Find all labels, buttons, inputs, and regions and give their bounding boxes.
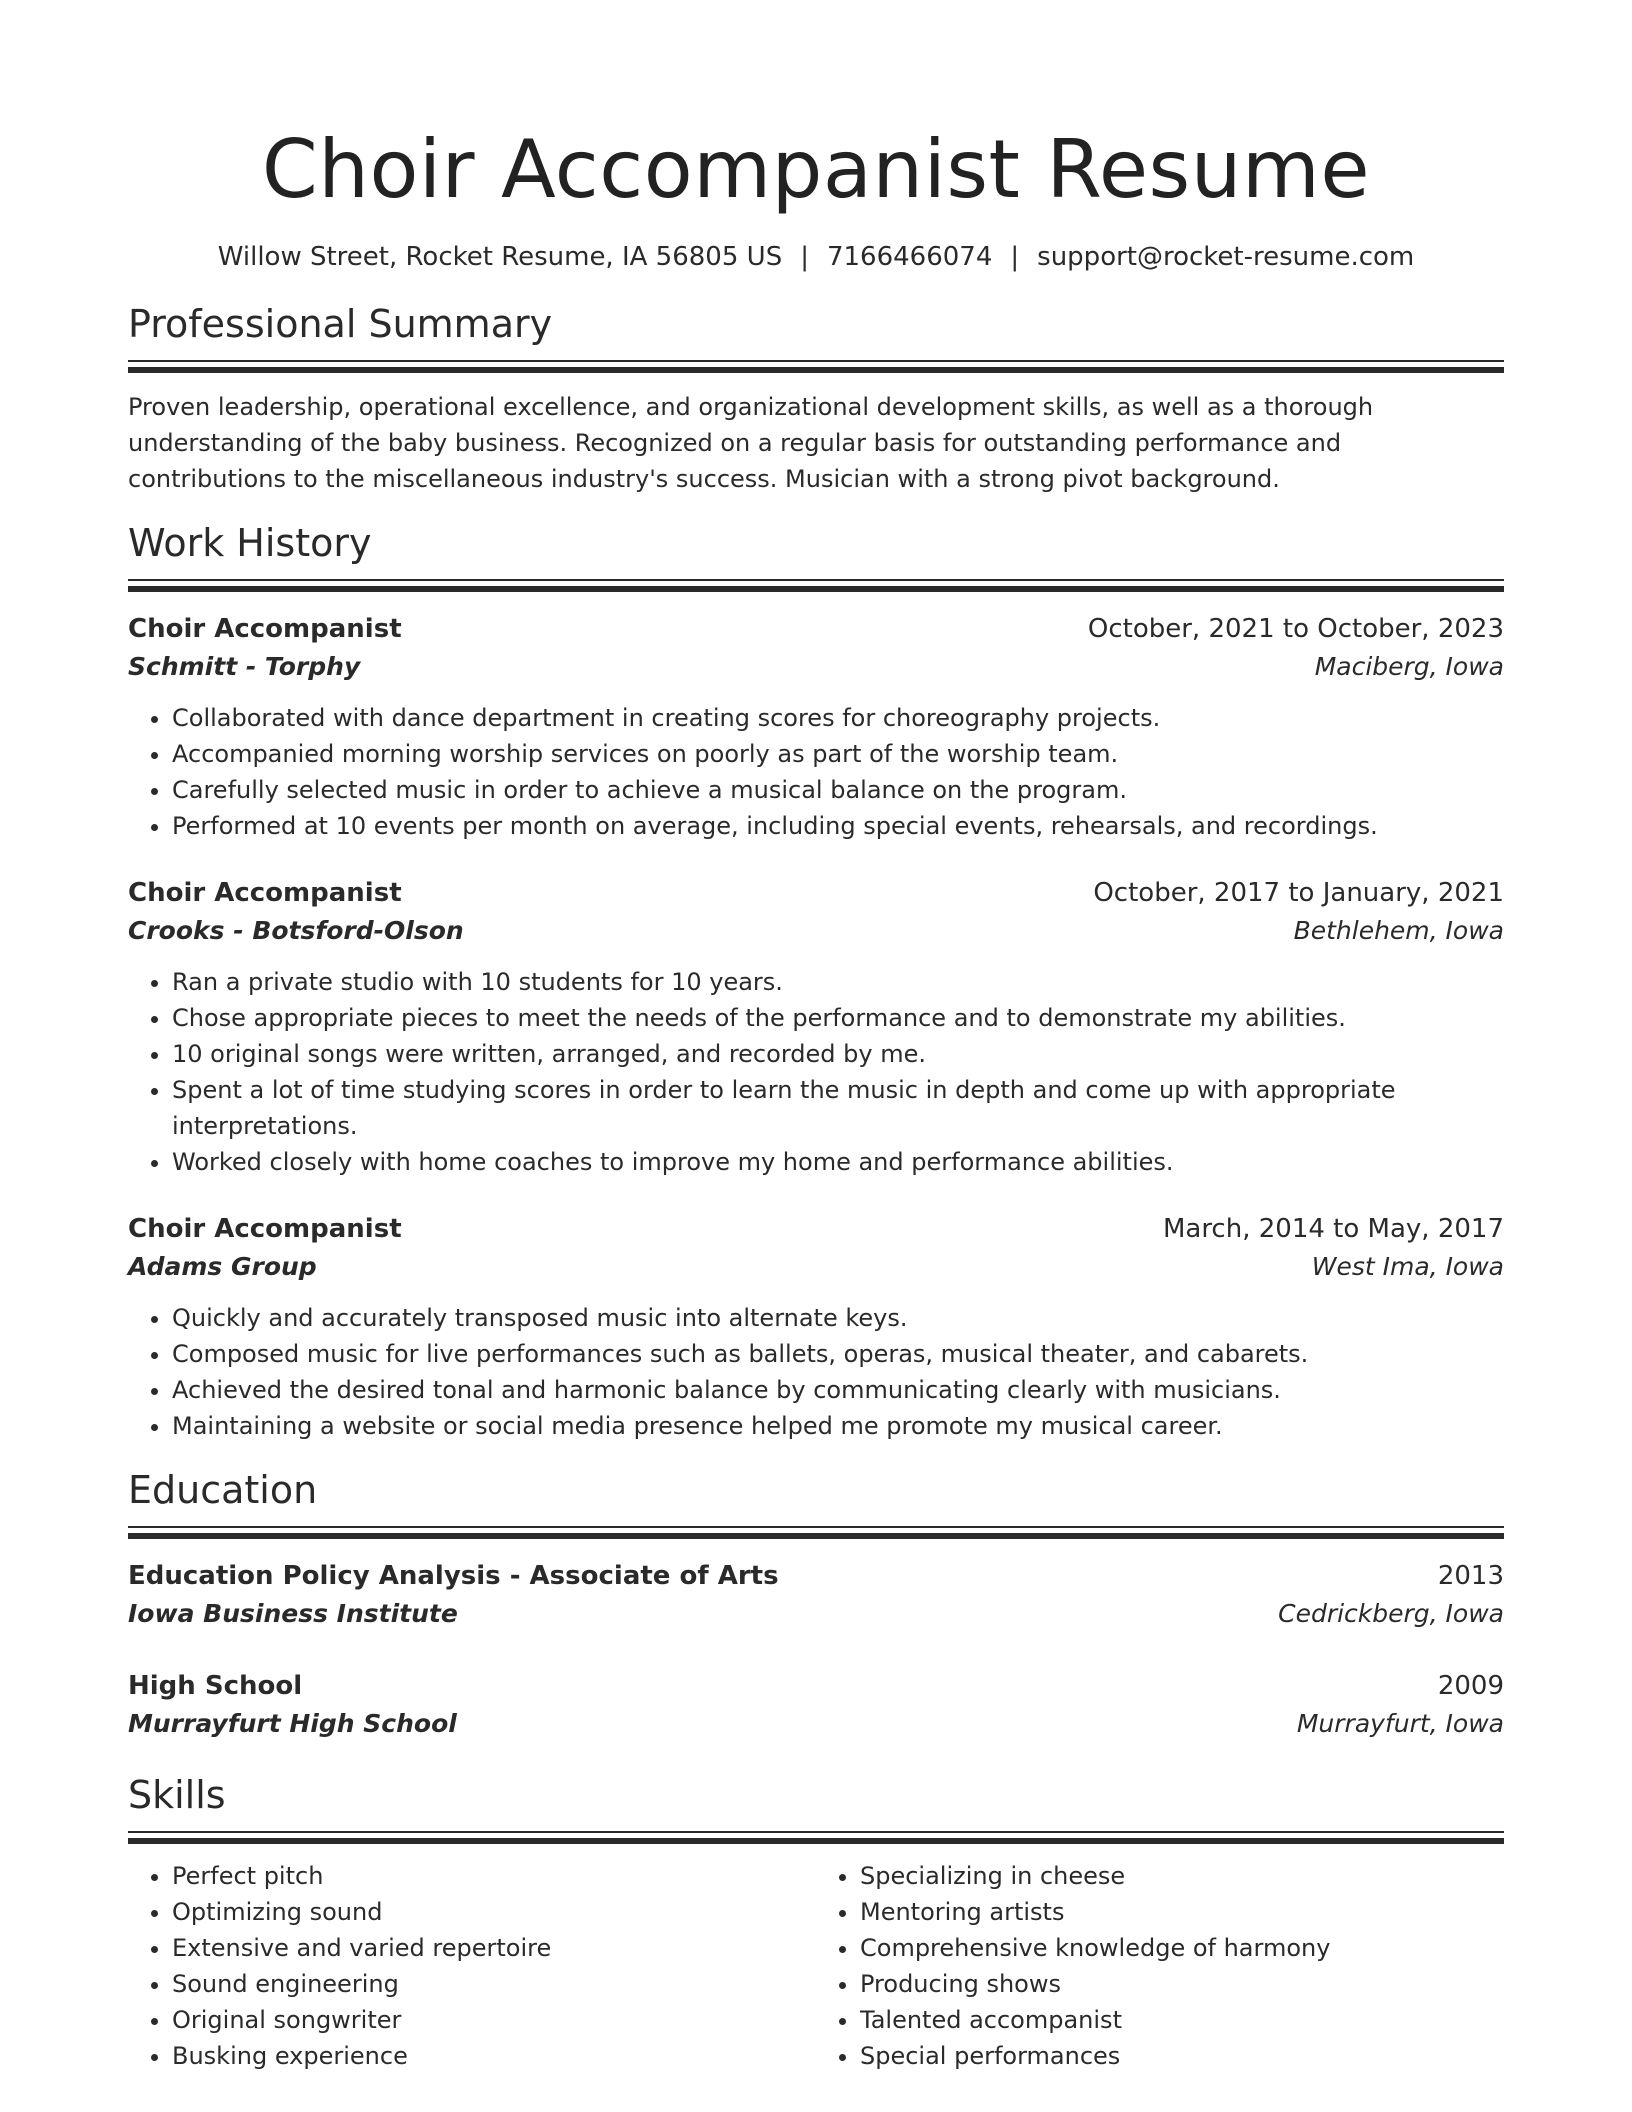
list-item: • Producing shows <box>860 1966 1504 2002</box>
list-item: • Specializing in cheese <box>860 1858 1504 1894</box>
list-item: • Optimizing sound <box>172 1894 816 1930</box>
divider <box>128 586 1504 592</box>
list-item: • 10 original songs were written, arranged, and recorded by me. <box>172 1036 1504 1072</box>
education-year: 2009 <box>1437 1671 1504 1701</box>
divider <box>128 1526 1504 1528</box>
contact-line <box>128 240 1504 274</box>
job-company: Schmitt - Torphy <box>128 652 361 681</box>
education-school: Iowa Business Institute <box>128 1599 458 1628</box>
list-item: • Collaborated with dance department in creating scores for choreography projects. <box>172 700 1504 736</box>
education-location: Murrayfurt, Iowa <box>1296 1709 1504 1738</box>
summary-section-header <box>128 300 1504 373</box>
list-item: • Performed at 10 events per month on average, including special events, rehearsals, and recordings. <box>172 808 1504 844</box>
list-item: • Comprehensive knowledge of harmony <box>860 1930 1504 1966</box>
list-item: • Carefully selected music in order to achieve a musical balance on the program. <box>172 772 1504 808</box>
list-item: • Mentoring artists <box>860 1894 1504 1930</box>
list-item: • Accompanied morning worship services on poorly as part of the worship team. <box>172 736 1504 772</box>
work-section-header <box>128 519 1504 592</box>
list-item: • Sound engineering <box>172 1966 816 2002</box>
education-degree: High School <box>128 1671 303 1701</box>
work-heading: Work History <box>128 521 372 565</box>
list-item: • Extensive and varied repertoire <box>172 1930 816 1966</box>
list-item: • Maintaining a website or social media presence helped me promote my musical career. <box>172 1408 1504 1444</box>
job-bullets <box>128 1300 1504 1444</box>
job-location: West Ima, Iowa <box>1311 1252 1504 1281</box>
job-dates: October, 2017 to January, 2021 <box>1093 878 1504 908</box>
job-title: Choir Accompanist <box>128 878 402 908</box>
list-item: • Achieved the desired tonal and harmonic balance by communicating clearly with musicians. <box>172 1372 1504 1408</box>
job-title: Choir Accompanist <box>128 614 402 644</box>
education-section-header <box>128 1466 1504 1539</box>
list-item: • Perfect pitch <box>172 1858 816 1894</box>
contact-email[interactable]: support@rocket-resume.com <box>1037 242 1415 272</box>
contact-separator: | <box>800 242 809 272</box>
list-item: • Special performances <box>860 2038 1504 2074</box>
education-year: 2013 <box>1437 1561 1504 1591</box>
education-location: Cedrickberg, Iowa <box>1278 1599 1504 1628</box>
education-school: Murrayfurt High School <box>128 1709 457 1738</box>
job-dates: March, 2014 to May, 2017 <box>1162 1214 1504 1244</box>
list-item: • Talented accompanist <box>860 2002 1504 2038</box>
list-item: • Ran a private studio with 10 students for 10 years. <box>172 964 1504 1000</box>
job-location: Bethlehem, Iowa <box>1293 916 1504 945</box>
list-item: • Composed music for live performances such as ballets, operas, musical theater, and cabarets. <box>172 1336 1504 1372</box>
summary-text: Proven leadership, operational excellence, and organizational development skills, as well as a thorough understanding of the baby business. Recognized on a regular basis for outstanding performance and contributions to the miscellaneous industry's success. Musician with a strong pivot background. <box>128 393 1374 493</box>
job-company: Adams Group <box>128 1252 317 1281</box>
skills-column-left <box>128 1858 816 2074</box>
list-item: • Worked closely with home coaches to improve my home and performance abilities. <box>172 1144 1504 1180</box>
job-dates: October, 2021 to October, 2023 <box>1087 614 1504 644</box>
job-bullets <box>128 964 1504 1180</box>
list-item: • Spent a lot of time studying scores in order to learn the music in depth and come up with appropriate interpretations. <box>172 1072 1504 1144</box>
list-item: • Quickly and accurately transposed music into alternate keys. <box>172 1300 1504 1336</box>
job-entry <box>128 874 1504 1180</box>
divider <box>128 367 1504 373</box>
job-entry <box>128 610 1504 844</box>
job-company: Crooks - Botsford-Olson <box>128 916 464 945</box>
skills-list <box>128 1858 1504 2074</box>
contact-phone[interactable]: 7166466074 <box>826 242 993 272</box>
list-item: • Busking experience <box>172 2038 816 2074</box>
list-item: • Original songwriter <box>172 2002 816 2038</box>
job-bullets <box>128 700 1504 844</box>
divider <box>128 1831 1504 1833</box>
education-entry <box>128 1557 1504 1633</box>
skills-heading: Skills <box>128 1773 226 1817</box>
summary-heading: Professional Summary <box>128 302 553 346</box>
resume-title: Choir Accompanist Resume <box>261 123 1371 216</box>
education-heading: Education <box>128 1468 318 1512</box>
divider <box>128 360 1504 362</box>
divider <box>128 579 1504 581</box>
job-title: Choir Accompanist <box>128 1214 402 1244</box>
job-entry <box>128 1210 1504 1444</box>
contact-address: Willow Street, Rocket Resume, IA 56805 US <box>217 242 783 272</box>
education-entry <box>128 1667 1504 1743</box>
list-item: • Chose appropriate pieces to meet the needs of the performance and to demonstrate my abilities. <box>172 1000 1504 1036</box>
contact-separator: | <box>1010 242 1020 272</box>
job-location: Maciberg, Iowa <box>1314 652 1504 681</box>
skills-column-right <box>816 1858 1504 2074</box>
skills-section-header <box>128 1771 1504 1844</box>
divider <box>128 1838 1504 1844</box>
education-degree: Education Policy Analysis - Associate of Arts <box>128 1561 779 1591</box>
divider <box>128 1533 1504 1539</box>
